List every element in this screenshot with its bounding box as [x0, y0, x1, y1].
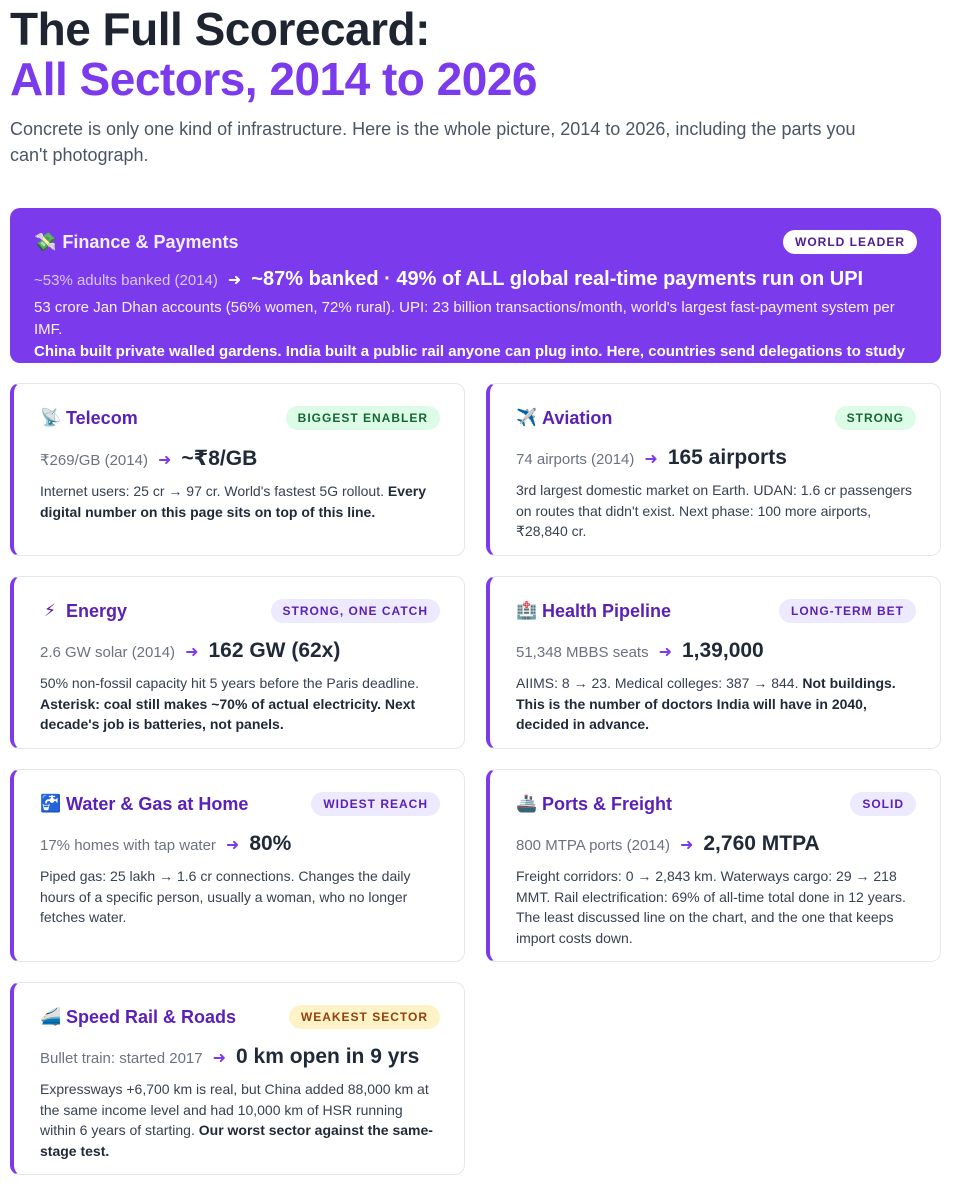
status-badge: BIGGEST ENABLER [286, 406, 440, 430]
arrow-right-icon: ➜ [185, 644, 199, 661]
card-description [40, 481, 440, 522]
arrow-right-icon: ➜ [227, 272, 242, 289]
metric-row [40, 639, 440, 663]
sector-card-energy [10, 576, 465, 749]
hero-card-finance [10, 208, 941, 382]
metric-to: ~₹8/GB [181, 447, 258, 470]
status-badge: LONG-TERM BET [779, 599, 916, 623]
status-badge: WEAKEST SECTOR [289, 1005, 440, 1029]
metric-from: ~53% adults banked (2014) [34, 272, 218, 289]
metric-from: 2.6 GW solar (2014) [40, 644, 176, 661]
metric-row [516, 446, 916, 470]
description-emphasis: China built private walled gardens. India built a public rail anyone can plug into. Here, countries send delegations to study US. [34, 343, 905, 382]
metric-from: ₹269/GB (2014) [40, 452, 148, 469]
page-title [10, 4, 537, 104]
subtitle: Concrete is only one kind of infrastructure. Here is the whole picture, 2014 to 2026, including the parts you can't photograph. [10, 119, 856, 165]
card-description [34, 297, 917, 385]
card-description [40, 673, 440, 735]
sector-card-ports-freight [486, 769, 941, 962]
title-line-2: All Sectors, 2014 to 2026 [10, 53, 538, 105]
metric-to: 0 km open in 9 yrs [236, 1045, 420, 1068]
metric-from: 800 MTPA ports (2014) [516, 837, 670, 854]
card-title: Telecom [66, 407, 138, 428]
hero-card-title: Finance & Payments [62, 231, 239, 252]
card-title: Aviation [542, 407, 613, 428]
metric-from: 17% homes with tap water [40, 837, 216, 854]
lightning-icon: ⚡ [44, 601, 56, 620]
arrow-right-icon: ➜ [658, 644, 672, 661]
metric-from: Bullet train: started 2017 [40, 1050, 203, 1067]
metric-row [40, 1045, 440, 1069]
card-description [516, 866, 916, 948]
ship-icon: 🚢 [516, 794, 538, 813]
title-line-1: The Full Scorecard: [10, 3, 430, 55]
description-emphasis: Not buildings. This is the number of doctors India will have in 2040, decided in advance. [516, 675, 896, 732]
sector-card-speed-rail-roads [10, 982, 465, 1175]
arrow-right-icon: ➜ [679, 837, 694, 854]
description-text: Expressways +6,700 km is real, but China added 88,000 km at the same income level and had 10,000 km of HSR running within 6 years of starting. [40, 1081, 429, 1138]
metric-from: 51,348 MBBS seats [516, 644, 649, 661]
description-text: 53 crore Jan Dhan accounts (56% women, 72% rural). UPI: 23 billion transactions/month, world's largest fast-payment system per IMF. [34, 299, 895, 338]
status-badge: STRONG [835, 406, 916, 430]
sector-card-aviation [486, 383, 941, 556]
card-title: Energy [66, 600, 128, 621]
description-text: 50% non-fossil capacity hit 5 years before the Paris deadline. [40, 675, 419, 691]
description-text: Piped gas: 25 lakh → 1.6 cr connections. Changes the daily hours of a specific person, usually a woman, who no longer fetches water. [40, 868, 411, 925]
arrow-right-icon: ➜ [212, 1050, 227, 1067]
metric-row [516, 832, 916, 856]
description-emphasis: Every digital number on this page sits on top of this line. [40, 483, 427, 520]
description-text: AIIMS: 8 → 23. Medical colleges: 387 → 844. [516, 675, 803, 691]
card-title: Water & Gas at Home [66, 793, 249, 814]
description-emphasis: Asterisk: coal still makes ~70% of actual electricity. Next decade's job is batteries, not panels. [40, 695, 416, 732]
metric-row [40, 446, 440, 471]
metric-from: 74 airports (2014) [516, 451, 635, 468]
sector-card-health-pipeline [486, 576, 941, 749]
metric-to: ~87% banked · 49% of ALL global real-time payments run on UPI [251, 268, 864, 290]
tap-water-icon: 🚰 [40, 794, 62, 813]
card-description [516, 480, 916, 542]
metric-to: 2,760 MTPA [703, 832, 820, 855]
metric-to: 80% [249, 832, 292, 855]
metric-row [34, 268, 917, 291]
sector-card-water-gas-at-home [10, 769, 465, 962]
card-title: Speed Rail & Roads [66, 1006, 237, 1027]
sector-card-telecom [10, 383, 465, 556]
metric-to: 165 airports [667, 446, 787, 469]
metric-row [40, 832, 440, 856]
card-description [516, 673, 916, 735]
status-badge: WIDEST REACH [311, 792, 440, 816]
card-description [40, 1079, 440, 1161]
description-text: Freight corridors: 0 → 2,843 km. Waterways cargo: 29 → 218 MMT. Rail electrification: 69% of all-time total done in 12 years. The least discussed line on the chart, and the one that keeps import costs down. [516, 868, 906, 946]
description-text: Internet users: 25 cr → 97 cr. World's fastest 5G rollout. [40, 483, 388, 499]
description-emphasis: Our worst sector against the same-stage test. [40, 1122, 433, 1159]
status-badge: STRONG, ONE CATCH [271, 599, 440, 623]
status-badge: SOLID [850, 792, 916, 816]
bullet-train-icon: 🚄 [40, 1007, 62, 1026]
hospital-icon: 🏥 [516, 601, 538, 620]
metric-to: 162 GW (62x) [208, 639, 341, 662]
description-text: 3rd largest domestic market on Earth. UDAN: 1.6 cr passengers on routes that didn't exist. Next phase: 100 more airports, ₹28,840 cr. [516, 482, 913, 539]
arrow-right-icon: ➜ [157, 452, 172, 469]
card-title: Health Pipeline [542, 600, 672, 621]
money-icon: 💸 [34, 231, 57, 252]
arrow-right-icon: ➜ [644, 451, 658, 468]
airplane-icon: ✈️ [516, 408, 538, 427]
arrow-right-icon: ➜ [225, 837, 240, 854]
card-description [40, 866, 440, 928]
card-title: Ports & Freight [542, 793, 673, 814]
status-badge: WORLD LEADER [783, 230, 917, 254]
metric-row [516, 639, 916, 663]
satellite-icon: 📡 [40, 408, 62, 427]
metric-to: 1,39,000 [681, 639, 764, 662]
